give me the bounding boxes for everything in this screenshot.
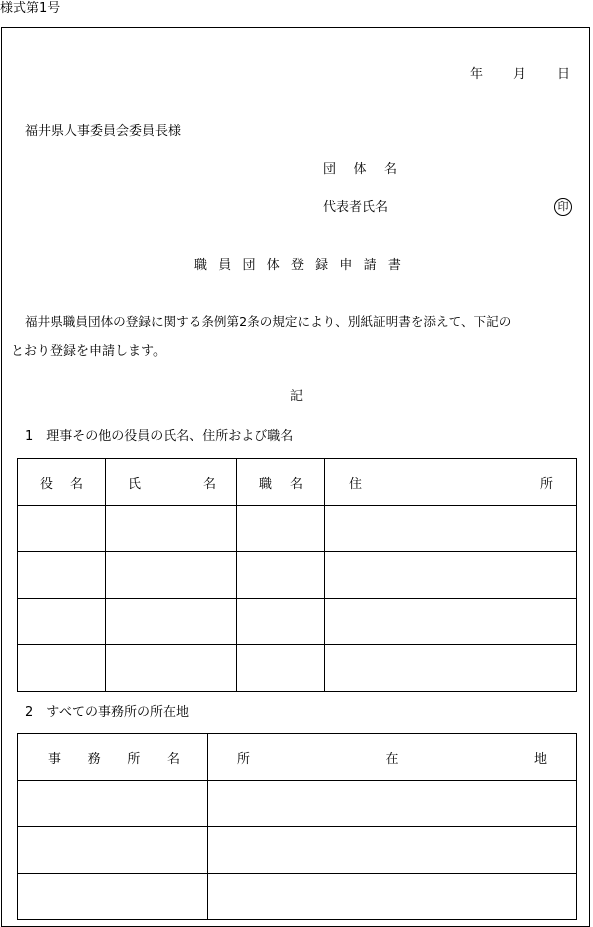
- table-header-row: [18, 459, 577, 506]
- name-cell[interactable]: [106, 599, 237, 645]
- organization-label-char: 名: [383, 162, 397, 177]
- table-row: [18, 599, 577, 645]
- address-cell[interactable]: [325, 599, 577, 645]
- position-cell[interactable]: [237, 645, 325, 692]
- title-char: 録: [315, 258, 329, 273]
- date-year: 年: [470, 67, 484, 82]
- representative-label: 代表者氏名: [323, 200, 389, 215]
- title-char: 登: [290, 258, 304, 273]
- header-position: 職 名: [237, 459, 325, 506]
- position-cell[interactable]: [237, 599, 325, 645]
- role-cell[interactable]: [18, 599, 106, 645]
- section1-heading: 1 理事その他の役員の氏名、住所および職名: [25, 429, 294, 444]
- form-number: 様式第1号: [0, 1, 61, 16]
- table-row: [18, 552, 577, 599]
- table-header-row: [18, 734, 577, 781]
- table-row: [18, 645, 577, 692]
- table-row: [18, 506, 577, 552]
- title-char: 申: [339, 258, 353, 273]
- title-char: 員: [218, 258, 232, 273]
- title-char: 団: [242, 258, 256, 273]
- location-cell[interactable]: [208, 827, 577, 874]
- seal-mark: 印: [554, 198, 572, 216]
- date-month: 月: [513, 67, 527, 82]
- organization-label: [323, 163, 397, 176]
- title-char: 書: [387, 258, 401, 273]
- table-row: [18, 874, 577, 920]
- organization-label-char: 団: [323, 162, 337, 177]
- officers-table: [17, 458, 577, 692]
- address-cell[interactable]: [325, 552, 577, 599]
- role-cell[interactable]: [18, 552, 106, 599]
- table-row: [18, 781, 577, 827]
- name-cell[interactable]: [106, 506, 237, 552]
- section2-heading: 2 すべての事務所の所在地: [25, 705, 190, 720]
- offices-table: [17, 733, 577, 920]
- office-name-cell[interactable]: [18, 827, 208, 874]
- body-text-line-1: 福井県職員団体の登録に関する条例第2条の規定により、別紙証明書を添えて、下記の: [25, 314, 512, 329]
- title-char: 請: [363, 258, 377, 273]
- table-row: [18, 827, 577, 874]
- organization-label-char: 体: [353, 162, 367, 177]
- note-heading: 記: [290, 389, 304, 404]
- header-address: 住 所: [325, 459, 577, 506]
- name-cell[interactable]: [106, 645, 237, 692]
- address-cell[interactable]: [325, 506, 577, 552]
- title-char: 体: [266, 258, 280, 273]
- position-cell[interactable]: [237, 506, 325, 552]
- name-cell[interactable]: [106, 552, 237, 599]
- location-cell[interactable]: [208, 781, 577, 827]
- role-cell[interactable]: [18, 645, 106, 692]
- header-office-name: 事 務 所 名: [18, 734, 208, 781]
- document-title: [194, 259, 401, 272]
- date-day: 日: [557, 67, 571, 82]
- header-location: 所 在 地: [208, 734, 577, 781]
- location-cell[interactable]: [208, 874, 577, 920]
- header-name: 氏 名: [106, 459, 237, 506]
- role-cell[interactable]: [18, 506, 106, 552]
- address-cell[interactable]: [325, 645, 577, 692]
- body-text-line-2: とおり登録を申請します。: [11, 344, 166, 359]
- header-role: 役 名: [18, 459, 106, 506]
- title-char: 職: [194, 258, 208, 273]
- position-cell[interactable]: [237, 552, 325, 599]
- office-name-cell[interactable]: [18, 874, 208, 920]
- office-name-cell[interactable]: [18, 781, 208, 827]
- addressee: 福井県人事委員会委員長様: [25, 124, 182, 139]
